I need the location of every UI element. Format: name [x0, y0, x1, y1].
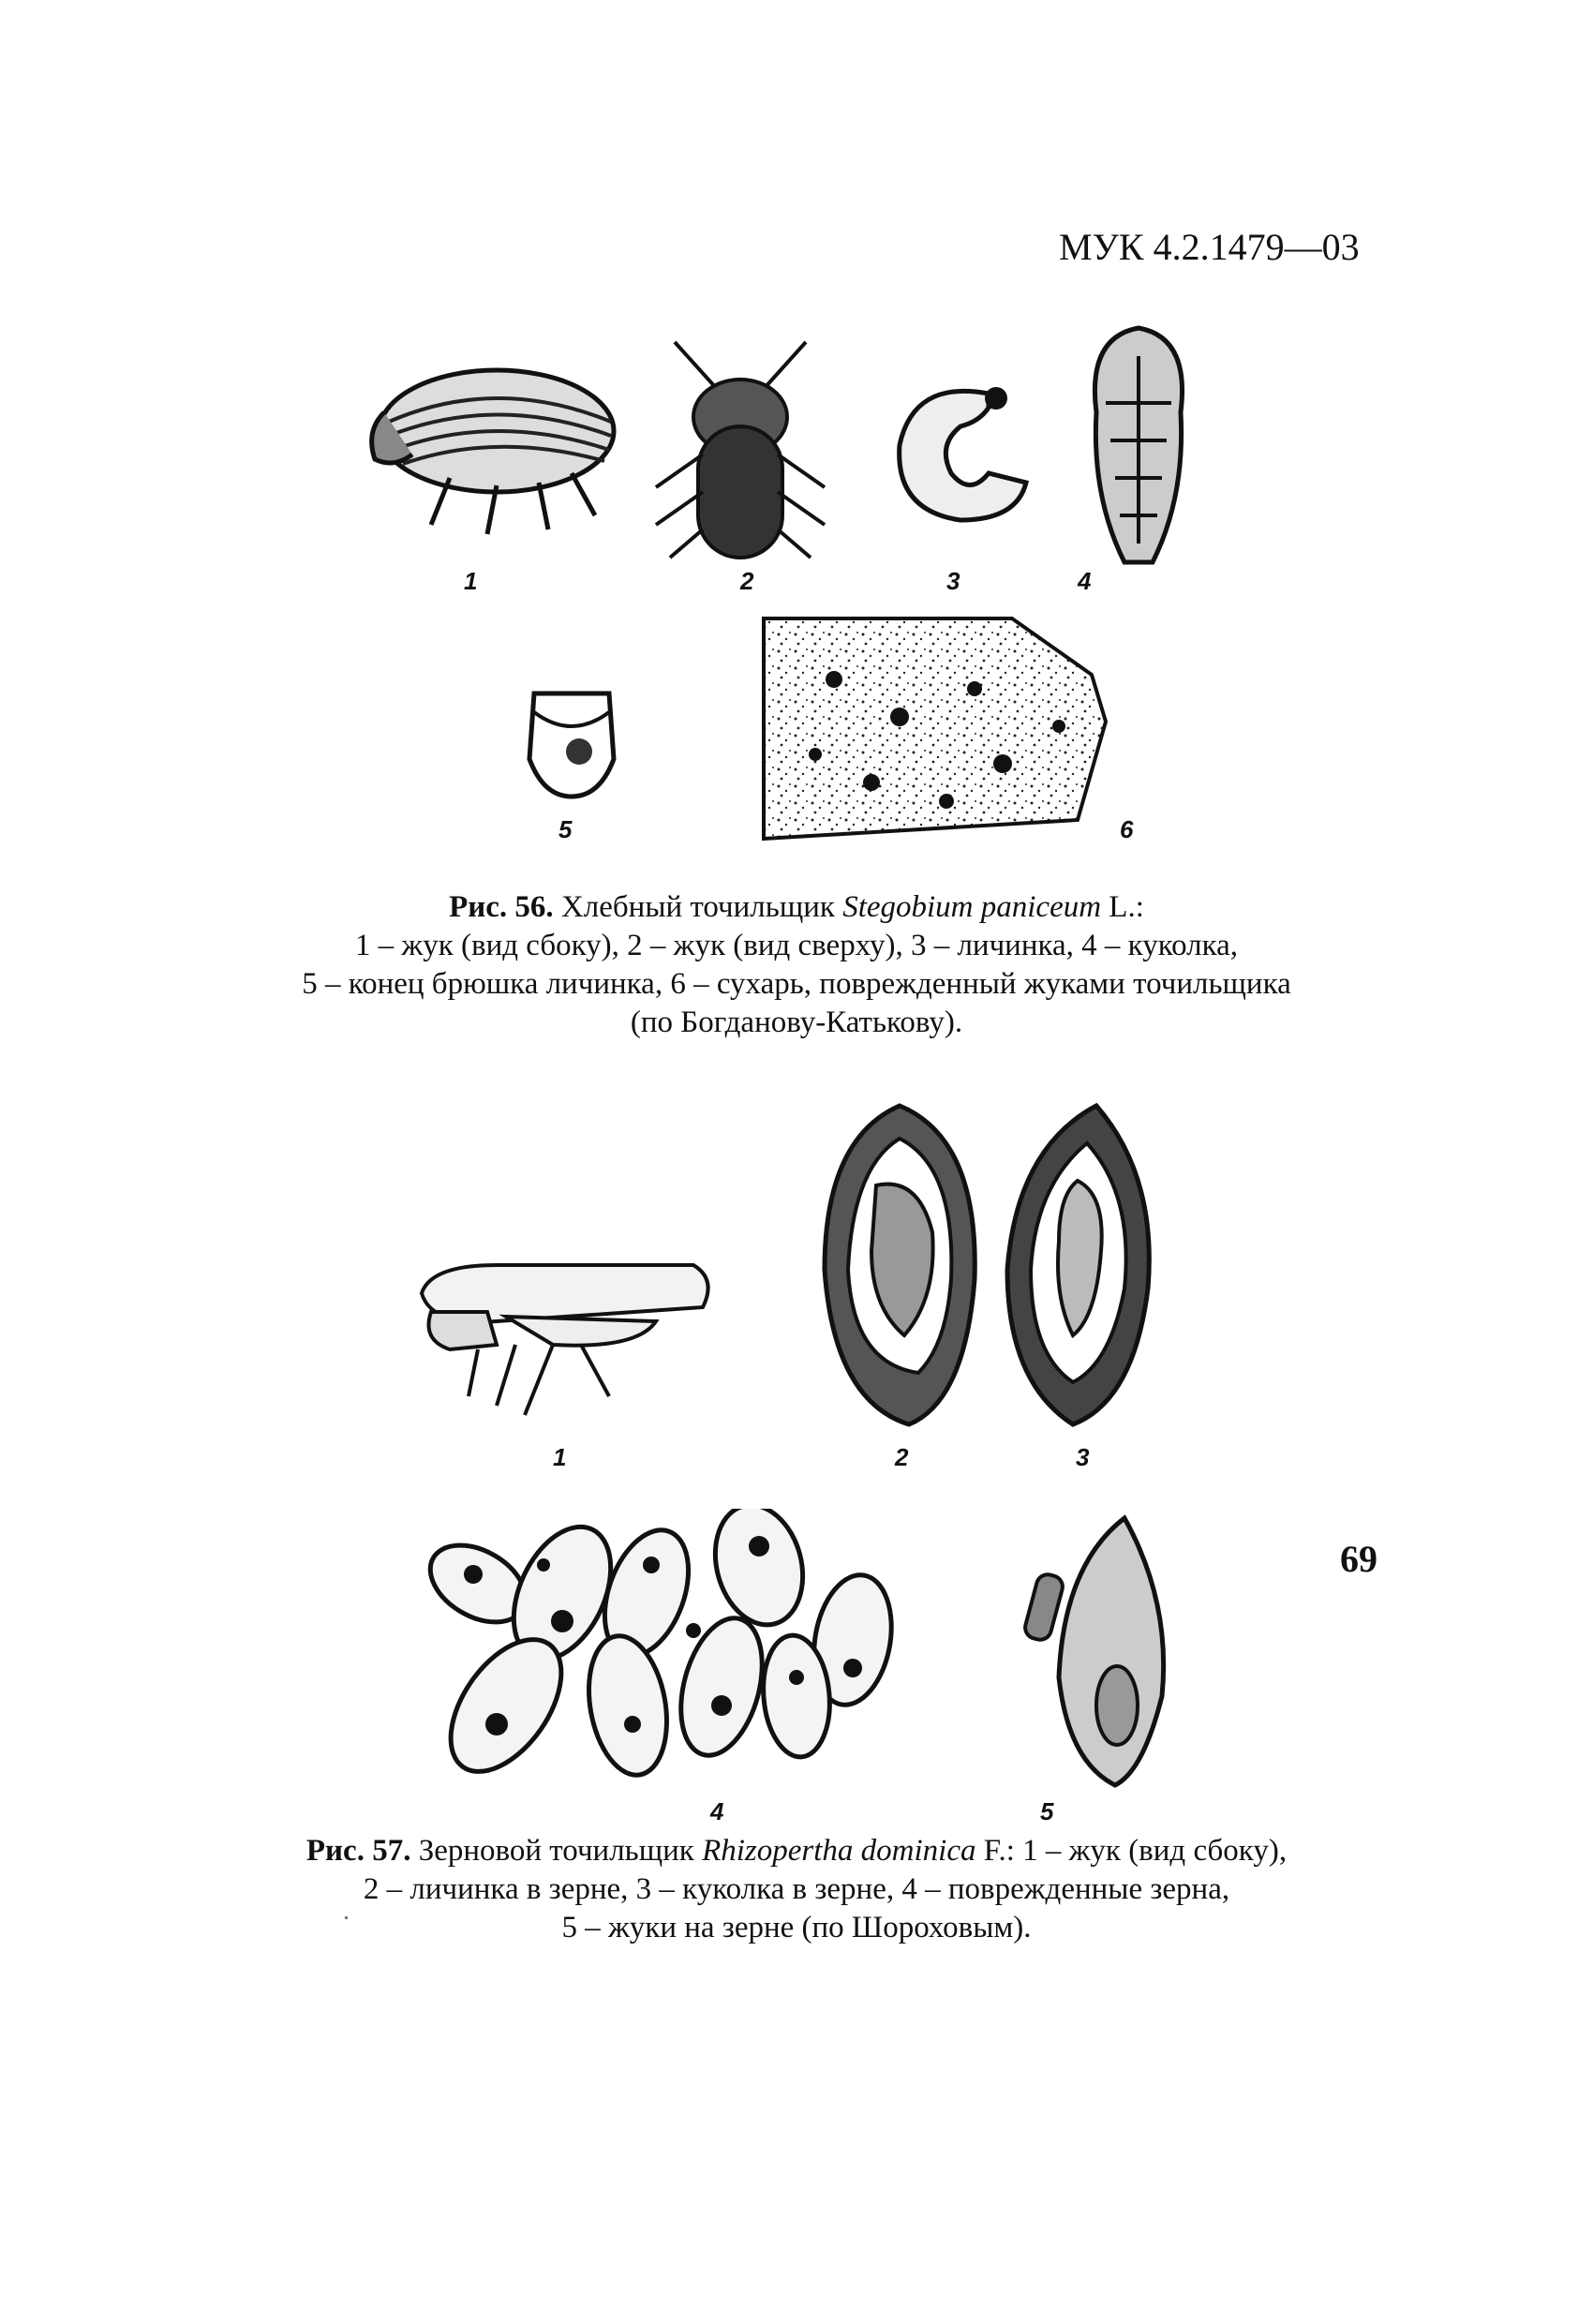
grain-borer-side-view-illustration	[412, 1256, 722, 1424]
figure-57-caption-line-3: 5 – жуки на зерне (по Шороховым).	[561, 1911, 1032, 1944]
damaged-rusk-illustration	[759, 614, 1115, 843]
figure-56-caption-line-3: 5 – конец брюшка личинка, 6 – сухарь, поврежденный жуками точильщика	[302, 967, 1291, 1001]
figure-57-caption-line-2: 2 – личинка в зерне, 3 – куколка в зерне, 4 – поврежденные зерна,	[363, 1872, 1230, 1906]
fig56-label-5: 5	[558, 815, 573, 843]
pupa-illustration	[1078, 319, 1199, 581]
header-document-code: МУК 4.2.1479—03	[1059, 226, 1360, 268]
fig57-label-4: 4	[710, 1797, 724, 1825]
fig56-label-1: 1	[464, 567, 478, 595]
figure-56-caption	[187, 888, 1406, 1042]
pupa-in-grain-illustration	[993, 1101, 1162, 1429]
figure-56-caption-line-4: (по Богданову-Катькову).	[630, 1006, 963, 1039]
figure-57-title: Рис. 57. Зерновой точильщик Rhizopertha dominica F.: 1 – жук (вид сбоку),	[305, 1834, 1288, 1868]
fig56-label-3: 3	[946, 567, 960, 595]
page-number: 69	[1340, 1538, 1377, 1580]
larva-in-grain-illustration	[815, 1101, 984, 1429]
fig57-label-5: 5	[1040, 1797, 1054, 1825]
fig56-label-2: 2	[740, 567, 754, 595]
figure-57-caption	[187, 1832, 1406, 1947]
figure-56-title: Рис. 56. Хлебный точильщик Stegobium paniceum L.:	[449, 890, 1144, 924]
fig57-label-2: 2	[895, 1443, 909, 1471]
fig56-label-4: 4	[1078, 567, 1092, 595]
fig57-label-1: 1	[553, 1443, 567, 1471]
larva-abdomen-end-illustration	[506, 675, 637, 806]
larva-illustration	[876, 370, 1035, 539]
fig56-label-6: 6	[1120, 815, 1134, 843]
scan-speck	[345, 1916, 348, 1919]
figure-56-caption-line-2: 1 – жук (вид сбоку), 2 – жук (вид сверху), 3 – личинка, 4 – куколка,	[354, 929, 1239, 962]
fig57-label-3: 3	[1076, 1443, 1090, 1471]
beetle-side-view-illustration	[356, 356, 628, 544]
beetle-top-view-illustration	[647, 323, 834, 572]
beetles-on-grain-illustration	[1012, 1509, 1181, 1790]
damaged-grains-illustration	[422, 1509, 909, 1790]
